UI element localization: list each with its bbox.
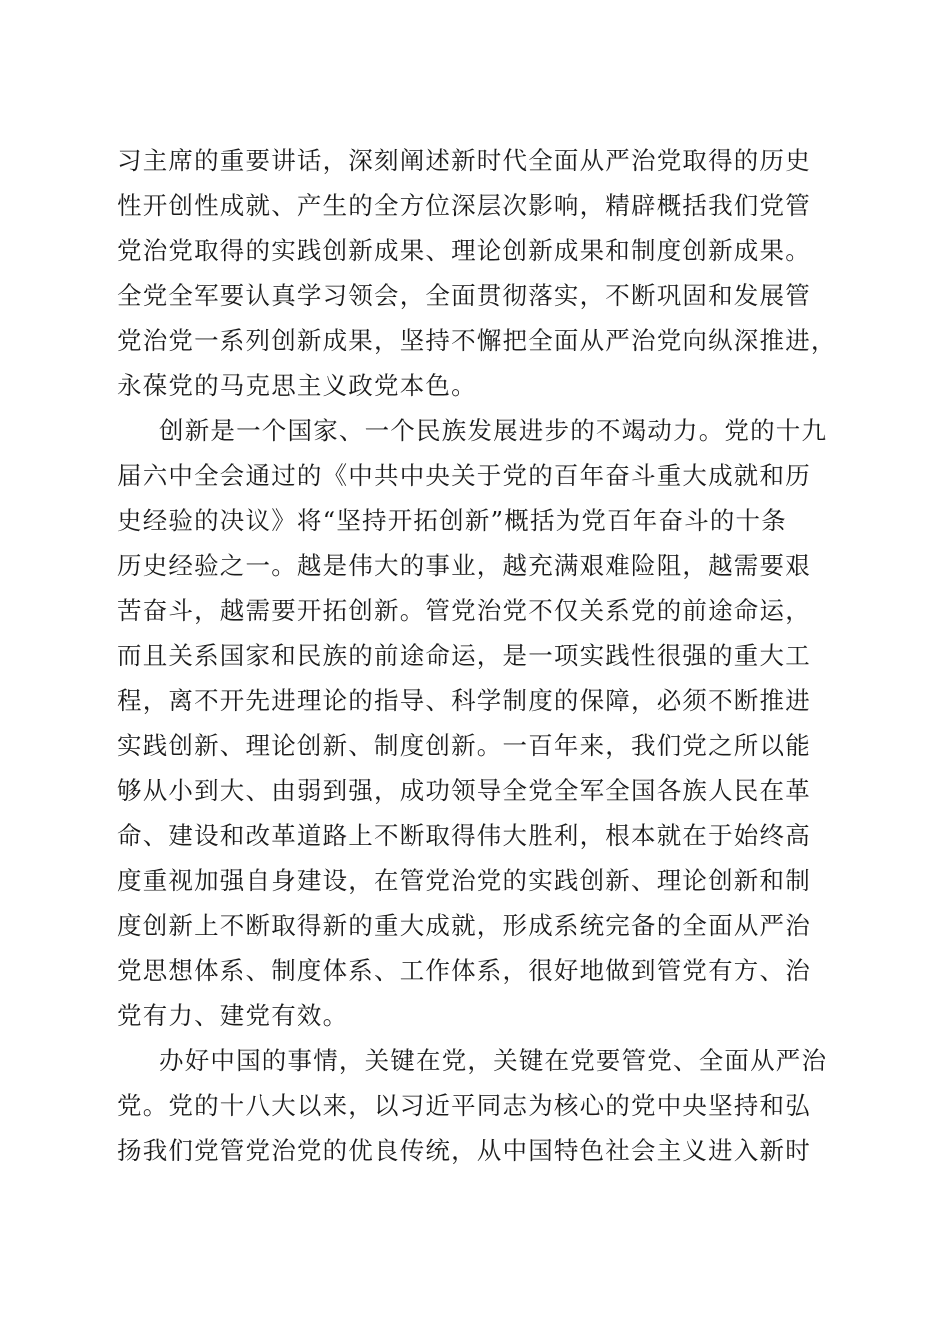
text-line: 程，离不开先进理论的指导、科学制度的保障，必须不断推进	[117, 686, 811, 715]
text-line: 习主席的重要讲话，深刻阐述新时代全面从严治党取得的历史	[117, 146, 811, 175]
text-line: 永葆党的马克思主义政党本色。	[117, 371, 477, 400]
text-line: 苦奋斗，越需要开拓创新。管党治党不仅关系党的前途命运，	[117, 596, 811, 625]
text-line: 党思想体系、制度体系、工作体系，很好地做到管党有方、治	[117, 956, 811, 985]
text-line: 历史经验之一。越是伟大的事业，越充满艰难险阻，越需要艰	[117, 551, 811, 580]
text-line: 党有力、建党有效。	[117, 1001, 349, 1030]
text-line: 性开创性成就、产生的全方位深层次影响，精辟概括我们党管	[117, 191, 811, 220]
text-line: 实践创新、理论创新、制度创新。一百年来，我们党之所以能	[117, 731, 811, 760]
text-line-indented: 创新是一个国家、一个民族发展进步的不竭动力。党的十九	[159, 416, 828, 445]
text-line-indented: 办好中国的事情，关键在党，关键在党要管党、全面从严治	[159, 1046, 828, 1075]
text-line: 史经验的决议》将“坚持开拓创新”概括为党百年奋斗的十条	[117, 506, 787, 535]
text-line: 全党全军要认真学习领会，全面贯彻落实，不断巩固和发展管	[117, 281, 811, 310]
body-text	[117, 138, 842, 1173]
text-line: 而且关系国家和民族的前途命运，是一项实践性很强的重大工	[117, 641, 811, 670]
text-line: 党治党一系列创新成果，坚持不懈把全面从严治党向纵深推进，	[117, 326, 837, 355]
text-line: 度重视加强自身建设，在管党治党的实践创新、理论创新和制	[117, 866, 811, 895]
text-line: 命、建设和改革道路上不断取得伟大胜利，根本就在于始终高	[117, 821, 811, 850]
text-line: 度创新上不断取得新的重大成就，形成系统完备的全面从严治	[117, 911, 811, 940]
text-line: 党。党的十八大以来，以习近平同志为核心的党中央坚持和弘	[117, 1091, 811, 1120]
paragraph-1	[117, 138, 842, 408]
text-line: 够从小到大、由弱到强，成功领导全党全军全国各族人民在革	[117, 776, 811, 805]
paragraph-3	[117, 1038, 842, 1173]
paragraph-2	[117, 408, 842, 1038]
text-line: 扬我们党管党治党的优良传统，从中国特色社会主义进入新时	[117, 1136, 811, 1165]
text-line: 党治党取得的实践创新成果、理论创新成果和制度创新成果。	[117, 236, 811, 265]
text-line: 届六中全会通过的《中共中央关于党的百年奋斗重大成就和历	[117, 461, 811, 490]
